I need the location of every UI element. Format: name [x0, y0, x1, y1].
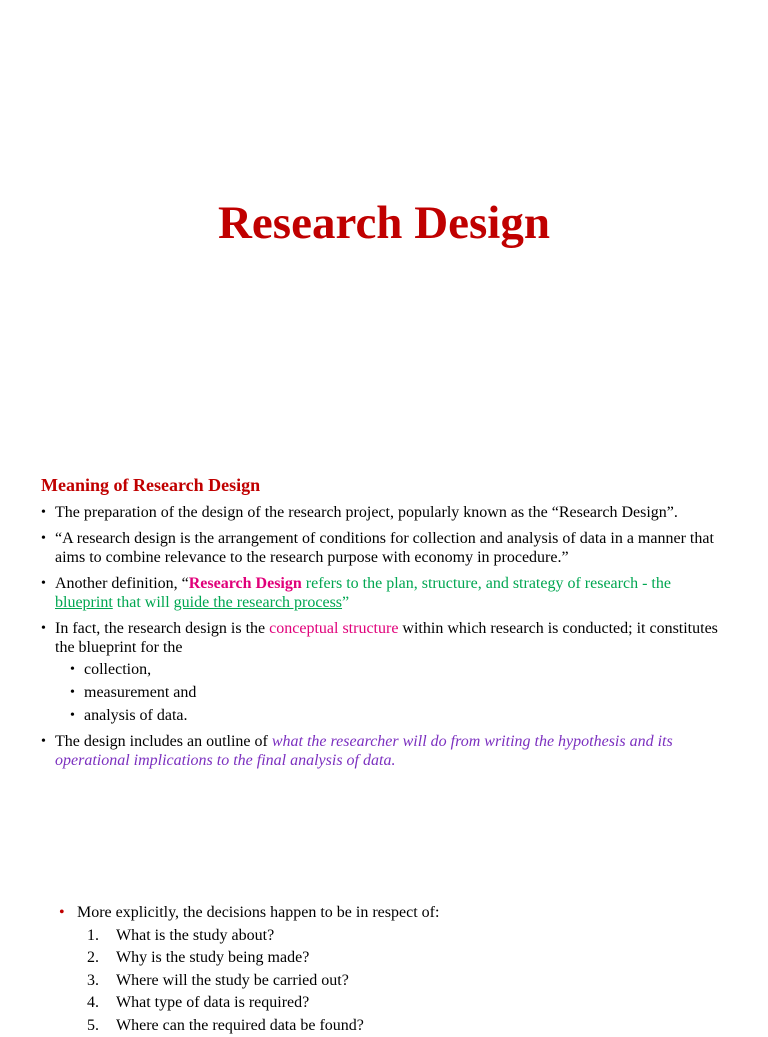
bullet-text-prefix: Another definition, “	[55, 575, 189, 592]
title-slide	[0, 0, 768, 430]
list-item	[41, 619, 731, 725]
definition-text: refers to the plan, structure, and strategy of research - the	[302, 575, 671, 592]
item-number: 4.	[87, 992, 99, 1015]
list-item	[59, 970, 439, 993]
item-text: What type of data is required?	[116, 994, 309, 1011]
decisions-list	[59, 902, 439, 1037]
list-item	[59, 925, 439, 948]
meaning-slide	[0, 430, 768, 850]
question-list	[59, 925, 439, 1037]
list-item	[59, 947, 439, 970]
item-number: 5.	[87, 1015, 99, 1037]
item-text: Where will the study be carried out?	[116, 972, 349, 989]
bullet-text-suffix: within which research is conducted; it constitutes the blueprint for the	[55, 620, 718, 656]
decisions-slide	[0, 870, 768, 1024]
item-text: What is the study about?	[116, 927, 274, 944]
list-item	[41, 732, 731, 770]
page-title: Research Design	[0, 196, 768, 250]
definition-term: Research Design	[189, 575, 302, 592]
item-text: Why is the study being made?	[116, 949, 309, 966]
definition-text-2: that will	[113, 594, 174, 611]
bullet-text: “A research design is the arrangement of conditions for collection and analysis of data in a manner that aims to combine relevance to the research purpose with economy in procedure.”	[55, 530, 714, 566]
list-item	[41, 574, 731, 612]
conceptual-structure-text: conceptual structure	[269, 620, 398, 637]
sub-list-item: • collection,	[55, 660, 731, 679]
item-number: 3.	[87, 970, 99, 993]
outline-text: what the researcher will do from writing the hypothesis and its operational implications to the final analysis of data.	[55, 733, 673, 769]
sub-list	[55, 660, 731, 725]
bullet-text: The preparation of the design of the research project, popularly known as the “Research Design”.	[55, 504, 678, 521]
bullet-list	[41, 503, 731, 777]
sub-list-item: • measurement and	[55, 683, 731, 702]
sub-list-item: • analysis of data.	[55, 706, 731, 725]
item-text: Where can the required data be found?	[116, 1017, 364, 1034]
list-item	[59, 1015, 439, 1037]
blueprint-text: blueprint	[55, 594, 113, 611]
list-item	[41, 503, 731, 522]
item-number: 2.	[87, 947, 99, 970]
guide-text: guide the research process	[174, 594, 342, 611]
bullet-text-prefix: In fact, the research design is the	[55, 620, 269, 637]
bullet-text-prefix: The design includes an outline of	[55, 733, 272, 750]
section-heading: Meaning of Research Design	[41, 474, 260, 496]
decisions-lead: • More explicitly, the decisions happen to be in respect of:	[59, 902, 439, 925]
list-item	[41, 529, 731, 567]
definition-suffix: ”	[342, 594, 349, 611]
item-number: 1.	[87, 925, 99, 948]
list-item	[59, 992, 439, 1015]
